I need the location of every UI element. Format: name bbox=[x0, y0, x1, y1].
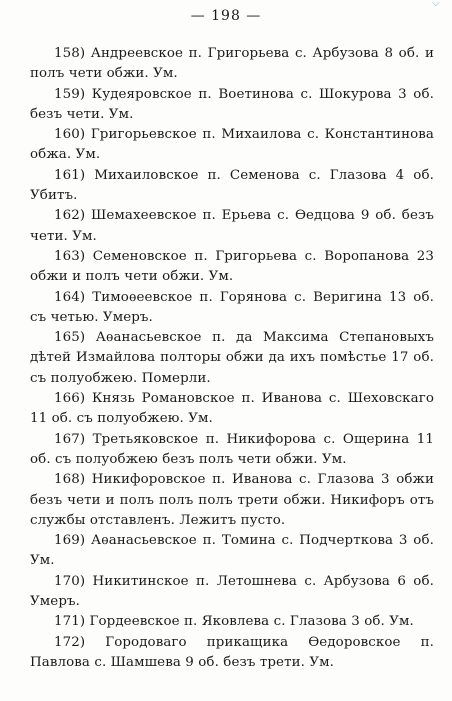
entry-166: 166) Князь Романовское п. Иванова с. Шеховскаго 11 об. съ полуобжею. Ум. bbox=[30, 391, 434, 427]
entry-159: 159) Кудеяровское п. Воетинова с. Шокурова 3 об. безъ чети. Ум. bbox=[30, 86, 434, 122]
entry-161: 161) Михаиловское п. Семенова с. Глазова 4 об. Убитъ. bbox=[30, 167, 434, 204]
entry-158: 158) Андреевское п. Григорьева с. Арбузова 8 об. и полъ чети обжи. Ум. bbox=[30, 46, 434, 82]
entry-167: 167) Третьяковское п. Никифорова с. Ощерина 11 об. съ полуобжею безъ полъ чети обжи. Ум. bbox=[30, 431, 434, 467]
entry-160: 160) Григорьевское п. Михаилова с. Константинова обжа. Ум. bbox=[30, 127, 434, 163]
entry-168: 168) Никифоровское п. Иванова с. Глазова 3 обжи безъ чети и полъ полъ полъ трети обжи. Никифоръ отъ службы отставленъ. Лежитъ пусто. bbox=[30, 472, 434, 528]
entry-list bbox=[30, 44, 434, 673]
bookmark-icon: ⌵ bbox=[432, 0, 440, 9]
entry-164: 164) Тимоѳеевское п. Горянова с. Веригина 13 об. съ четью. Умеръ. bbox=[30, 289, 434, 325]
entry-163: 163) Семеновское п. Григорьева с. Воропанова 23 обжи и полъ чети обжи. Ум. bbox=[30, 248, 434, 285]
entry-171: 171) Гордеевское п. Яковлева с. Глазова 3 об. Ум. bbox=[54, 614, 414, 630]
entry-165: 165) Аѳанасьевское п. да Максима Степановыхъ дѣтей Измайлова полторы обжи да ихъ помѣстье 17 об. съ полуобжею. Померли. bbox=[30, 330, 434, 386]
entry-162: 162) Шемахеевское п. Ерьева с. Ѳедцова 9 об. безъ чети. Ум. bbox=[30, 208, 434, 244]
page-number: — 198 — bbox=[190, 8, 262, 24]
entry-172: 172) Городоваго прикащика Ѳедоровское п. Павлова с. Шамшева 9 об. безъ трети. Ум. bbox=[30, 634, 434, 670]
entry-169: 169) Аѳанасьевское п. Томина с. Подчерткова 3 об. Ум. bbox=[30, 533, 434, 569]
entry-170: 170) Никитинское п. Летошнева с. Арбузова 6 об. Умеръ. bbox=[30, 573, 434, 610]
